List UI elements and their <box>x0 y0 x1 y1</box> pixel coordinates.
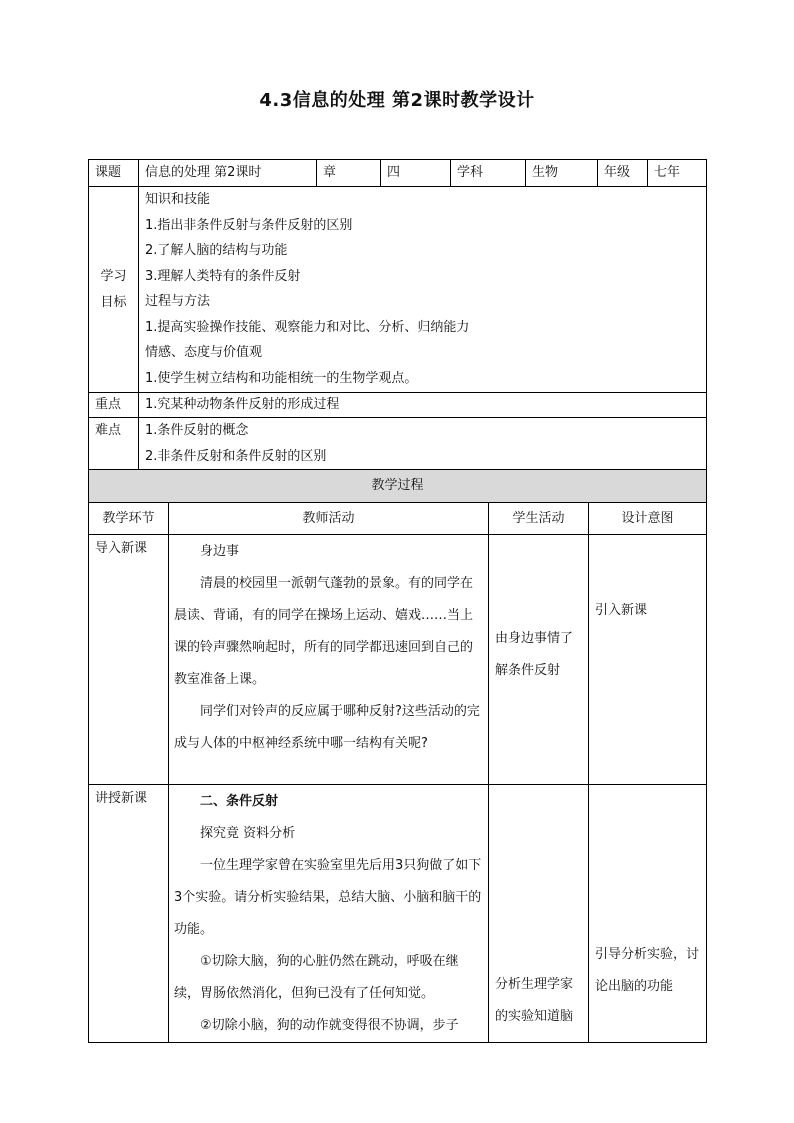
difficulty-label: 难点 <box>89 418 139 470</box>
table-row <box>89 785 707 1043</box>
col-teacher: 教师活动 <box>169 503 489 535</box>
table-row <box>89 535 707 785</box>
goals-content <box>139 187 707 393</box>
teacher-cell <box>169 785 489 1043</box>
goal-line: 2.了解人脑的结构与功能 <box>145 243 288 258</box>
teacher-heading: 二、条件反射 <box>200 794 279 809</box>
teacher-paragraph: ②切除小脑，狗的动作就变得很不协调，步子 <box>200 1018 459 1033</box>
chapter-value: 四 <box>381 160 451 187</box>
goal-line: 1.提高实验操作技能、观察能力和对比、分析、归纳能力 <box>145 319 470 335</box>
intent-cell: 引导分析实验，讨论出脑的功能 <box>589 785 707 1043</box>
process-header: 教学过程 <box>89 470 707 503</box>
difficulty-line: 2.非条件反射和条件反射的区别 <box>145 448 327 464</box>
key-point-row <box>89 393 707 418</box>
goal-line: 情感、态度与价值观 <box>145 345 263 360</box>
goal-line: 过程与方法 <box>145 294 211 309</box>
col-stage: 教学环节 <box>89 503 169 535</box>
info-table <box>88 159 707 470</box>
process-table <box>88 469 707 1043</box>
teacher-paragraph: 身边事 <box>200 544 240 559</box>
teacher-paragraph: 探究竟 资料分析 <box>200 826 296 841</box>
difficulty-row <box>89 418 707 470</box>
teacher-paragraph: 清晨的校园里一派朝气蓬勃的景象。有的同学在晨读、背诵，有的同学在操场上运动、嬉戏……当上课的铃声骤然响起时，所有的同学都迅速回到自己的教室准备上课。 <box>174 576 474 687</box>
difficulty-line: 1.条件反射的概念 <box>145 423 249 438</box>
info-row <box>89 160 707 187</box>
goals-row <box>89 187 707 393</box>
goal-line: 1.指出非条件反射与条件反射的区别 <box>145 217 353 233</box>
teacher-paragraph: 同学们对铃声的反应属于哪种反射?这些活动的完成与人体的中枢神经系统中哪一结构有关呢? <box>174 704 480 751</box>
page-title: 4.3信息的处理 第2课时教学设计 <box>259 90 535 111</box>
stage-cell: 讲授新课 <box>89 785 169 1043</box>
col-student: 学生活动 <box>489 503 589 535</box>
grade-value: 七年 <box>648 160 707 187</box>
column-header-row <box>89 503 707 535</box>
goal-line: 1.使学生树立结构和功能相统一的生物学观点。 <box>145 370 418 386</box>
student-cell: 分析生理学家的实验知道脑 <box>489 785 589 1043</box>
key-point-text: 1.究某种动物条件反射的形成过程 <box>139 393 707 418</box>
topic-label: 课题 <box>89 160 139 187</box>
intent-cell: 引入新课 <box>589 535 707 785</box>
stage-cell: 导入新课 <box>89 535 169 785</box>
teacher-paragraph: 一位生理学家曾在实验室里先后用3只狗做了如下3个实验。请分析实验结果，总结大脑、小脑和脑干的功能。 <box>174 858 482 937</box>
grade-label: 年级 <box>598 160 648 187</box>
topic-value: 信息的处理 第2课时 <box>139 160 317 187</box>
goal-line: 3.理解人类特有的条件反射 <box>145 268 301 284</box>
subject-label: 学科 <box>451 160 526 187</box>
teacher-paragraph: ①切除大脑，狗的心脏仍然在跳动，呼吸在继续，胃肠依然消化，但狗已没有了任何知觉。 <box>174 954 459 1001</box>
chapter-label: 章 <box>317 160 381 187</box>
goals-label: 学习目标 <box>89 187 139 393</box>
col-intent: 设计意图 <box>589 503 707 535</box>
teacher-cell <box>169 535 489 785</box>
key-point-label: 重点 <box>89 393 139 418</box>
subject-value: 生物 <box>526 160 598 187</box>
goal-line: 知识和技能 <box>145 192 211 207</box>
difficulty-content <box>139 418 707 470</box>
student-cell: 由身边事情了解条件反射 <box>489 535 589 785</box>
process-header-row <box>89 470 707 503</box>
